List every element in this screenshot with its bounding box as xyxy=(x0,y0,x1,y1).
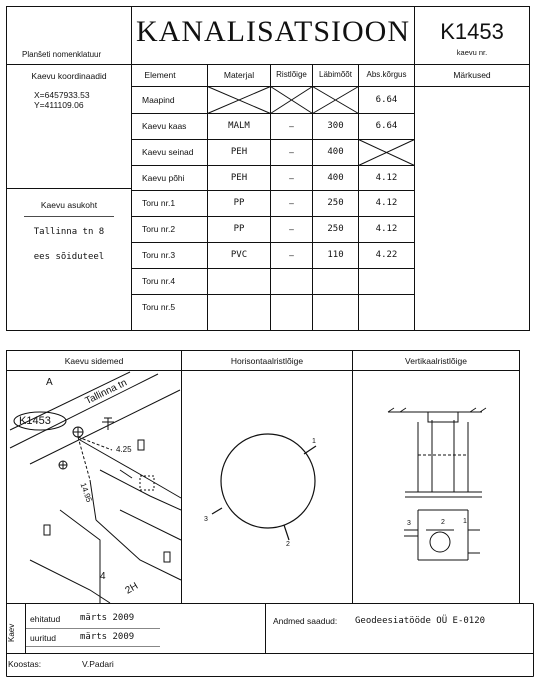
horiz-pipe-3: 3 xyxy=(204,516,208,523)
built-value: märts 2009 xyxy=(80,613,135,623)
coords-label: Kaevu koordinaadid xyxy=(31,71,107,81)
row-element: Toru nr.5 xyxy=(142,302,176,312)
row-material: PP xyxy=(233,198,245,208)
map-well-label: K1453 xyxy=(19,415,51,427)
surveyed-label: uuritud xyxy=(30,633,56,643)
header-notes: Märkused xyxy=(453,70,491,80)
row-material: PP xyxy=(233,224,245,234)
header-material: Materjal xyxy=(223,70,255,80)
row-diameter: 300 xyxy=(327,121,344,131)
horizontal-section-label: Horisontaalristlõige xyxy=(230,356,304,366)
ties-label: Kaevu sidemed xyxy=(64,356,124,366)
footer-side-label: Kaev xyxy=(7,623,16,642)
built-label: ehitatud xyxy=(30,614,61,624)
row-section: – xyxy=(289,121,294,131)
header-element: Element xyxy=(144,70,176,80)
row-section: – xyxy=(289,173,294,183)
row-height: 6.64 xyxy=(375,95,398,105)
vert-pipe-2: 2 xyxy=(441,519,445,526)
horizontal-section-drawing xyxy=(212,434,316,540)
horiz-pipe-2: 2 xyxy=(286,541,290,548)
data-source-value: Geodeesiatööde OÜ E-0120 xyxy=(355,616,486,626)
coord-x: X=6457933.53 xyxy=(34,90,90,100)
location-label: Kaevu asukoht xyxy=(40,200,98,210)
row-section: – xyxy=(289,250,294,260)
author-label: Koostas: xyxy=(8,659,42,669)
row-material: PEH xyxy=(230,147,248,157)
row-height: 6.64 xyxy=(375,121,398,131)
row-element: Kaevu põhi xyxy=(142,173,185,183)
row-diameter: 400 xyxy=(327,173,344,183)
row-height: 4.12 xyxy=(375,173,398,183)
row-element: Kaevu kaas xyxy=(142,121,187,131)
row-section: – xyxy=(289,224,294,234)
row-height: 4.12 xyxy=(375,224,398,234)
row-section: – xyxy=(289,147,294,157)
header-height: Abs.kõrgus xyxy=(366,70,407,79)
location-line-1: Tallinna tn 8 xyxy=(33,227,105,237)
row-element: Maapind xyxy=(142,95,175,105)
map-letter-2h: 2H xyxy=(123,580,141,597)
well-number: K1453 xyxy=(440,19,504,44)
data-source-label: Andmed saadud: xyxy=(273,616,338,626)
row-height: 4.22 xyxy=(375,250,398,260)
row-material: PEH xyxy=(230,173,248,183)
header-section: Ristlõige xyxy=(276,70,307,79)
header-diameter: Läbimõõt xyxy=(319,70,352,79)
form-title: KANALISATSIOON xyxy=(136,15,410,48)
map-dist-1: 4.25 xyxy=(116,445,132,454)
row-section: – xyxy=(289,198,294,208)
map-dist-2: 14.95 xyxy=(78,481,94,504)
nomenclature-label: Planšeti nomenklatuur xyxy=(22,50,102,59)
row-element: Toru nr.3 xyxy=(142,250,176,260)
vert-pipe-1: 1 xyxy=(463,518,467,525)
row-diameter: 250 xyxy=(327,224,344,234)
row-diameter: 400 xyxy=(327,147,344,157)
row-element: Toru nr.4 xyxy=(142,276,176,286)
map-street-label: Tallinna tn xyxy=(83,377,129,407)
row-material: MALM xyxy=(228,121,250,131)
row-diameter: 250 xyxy=(327,198,344,208)
row-height: 4.12 xyxy=(375,198,398,208)
coord-y: Y=411109.06 xyxy=(34,100,84,110)
vertical-section-label: Vertikaalristlõige xyxy=(405,356,467,366)
map-letter-4: 4 xyxy=(100,571,106,582)
author-value: V.Padari xyxy=(82,659,114,669)
row-element: Toru nr.2 xyxy=(142,224,176,234)
site-sketch xyxy=(10,372,181,603)
location-line-2: ees sõiduteel xyxy=(33,252,105,262)
row-element: Kaevu seinad xyxy=(142,147,194,157)
row-diameter: 110 xyxy=(327,250,344,260)
row-material: PVC xyxy=(230,250,248,260)
surveyed-value: märts 2009 xyxy=(80,632,135,642)
vertical-section-drawing xyxy=(388,408,486,560)
vert-pipe-3: 3 xyxy=(407,520,411,527)
row-element: Toru nr.1 xyxy=(142,198,176,208)
horiz-pipe-1: 1 xyxy=(312,438,316,445)
map-letter-a: A xyxy=(46,377,53,388)
well-number-label: kaevu nr. xyxy=(456,48,488,57)
